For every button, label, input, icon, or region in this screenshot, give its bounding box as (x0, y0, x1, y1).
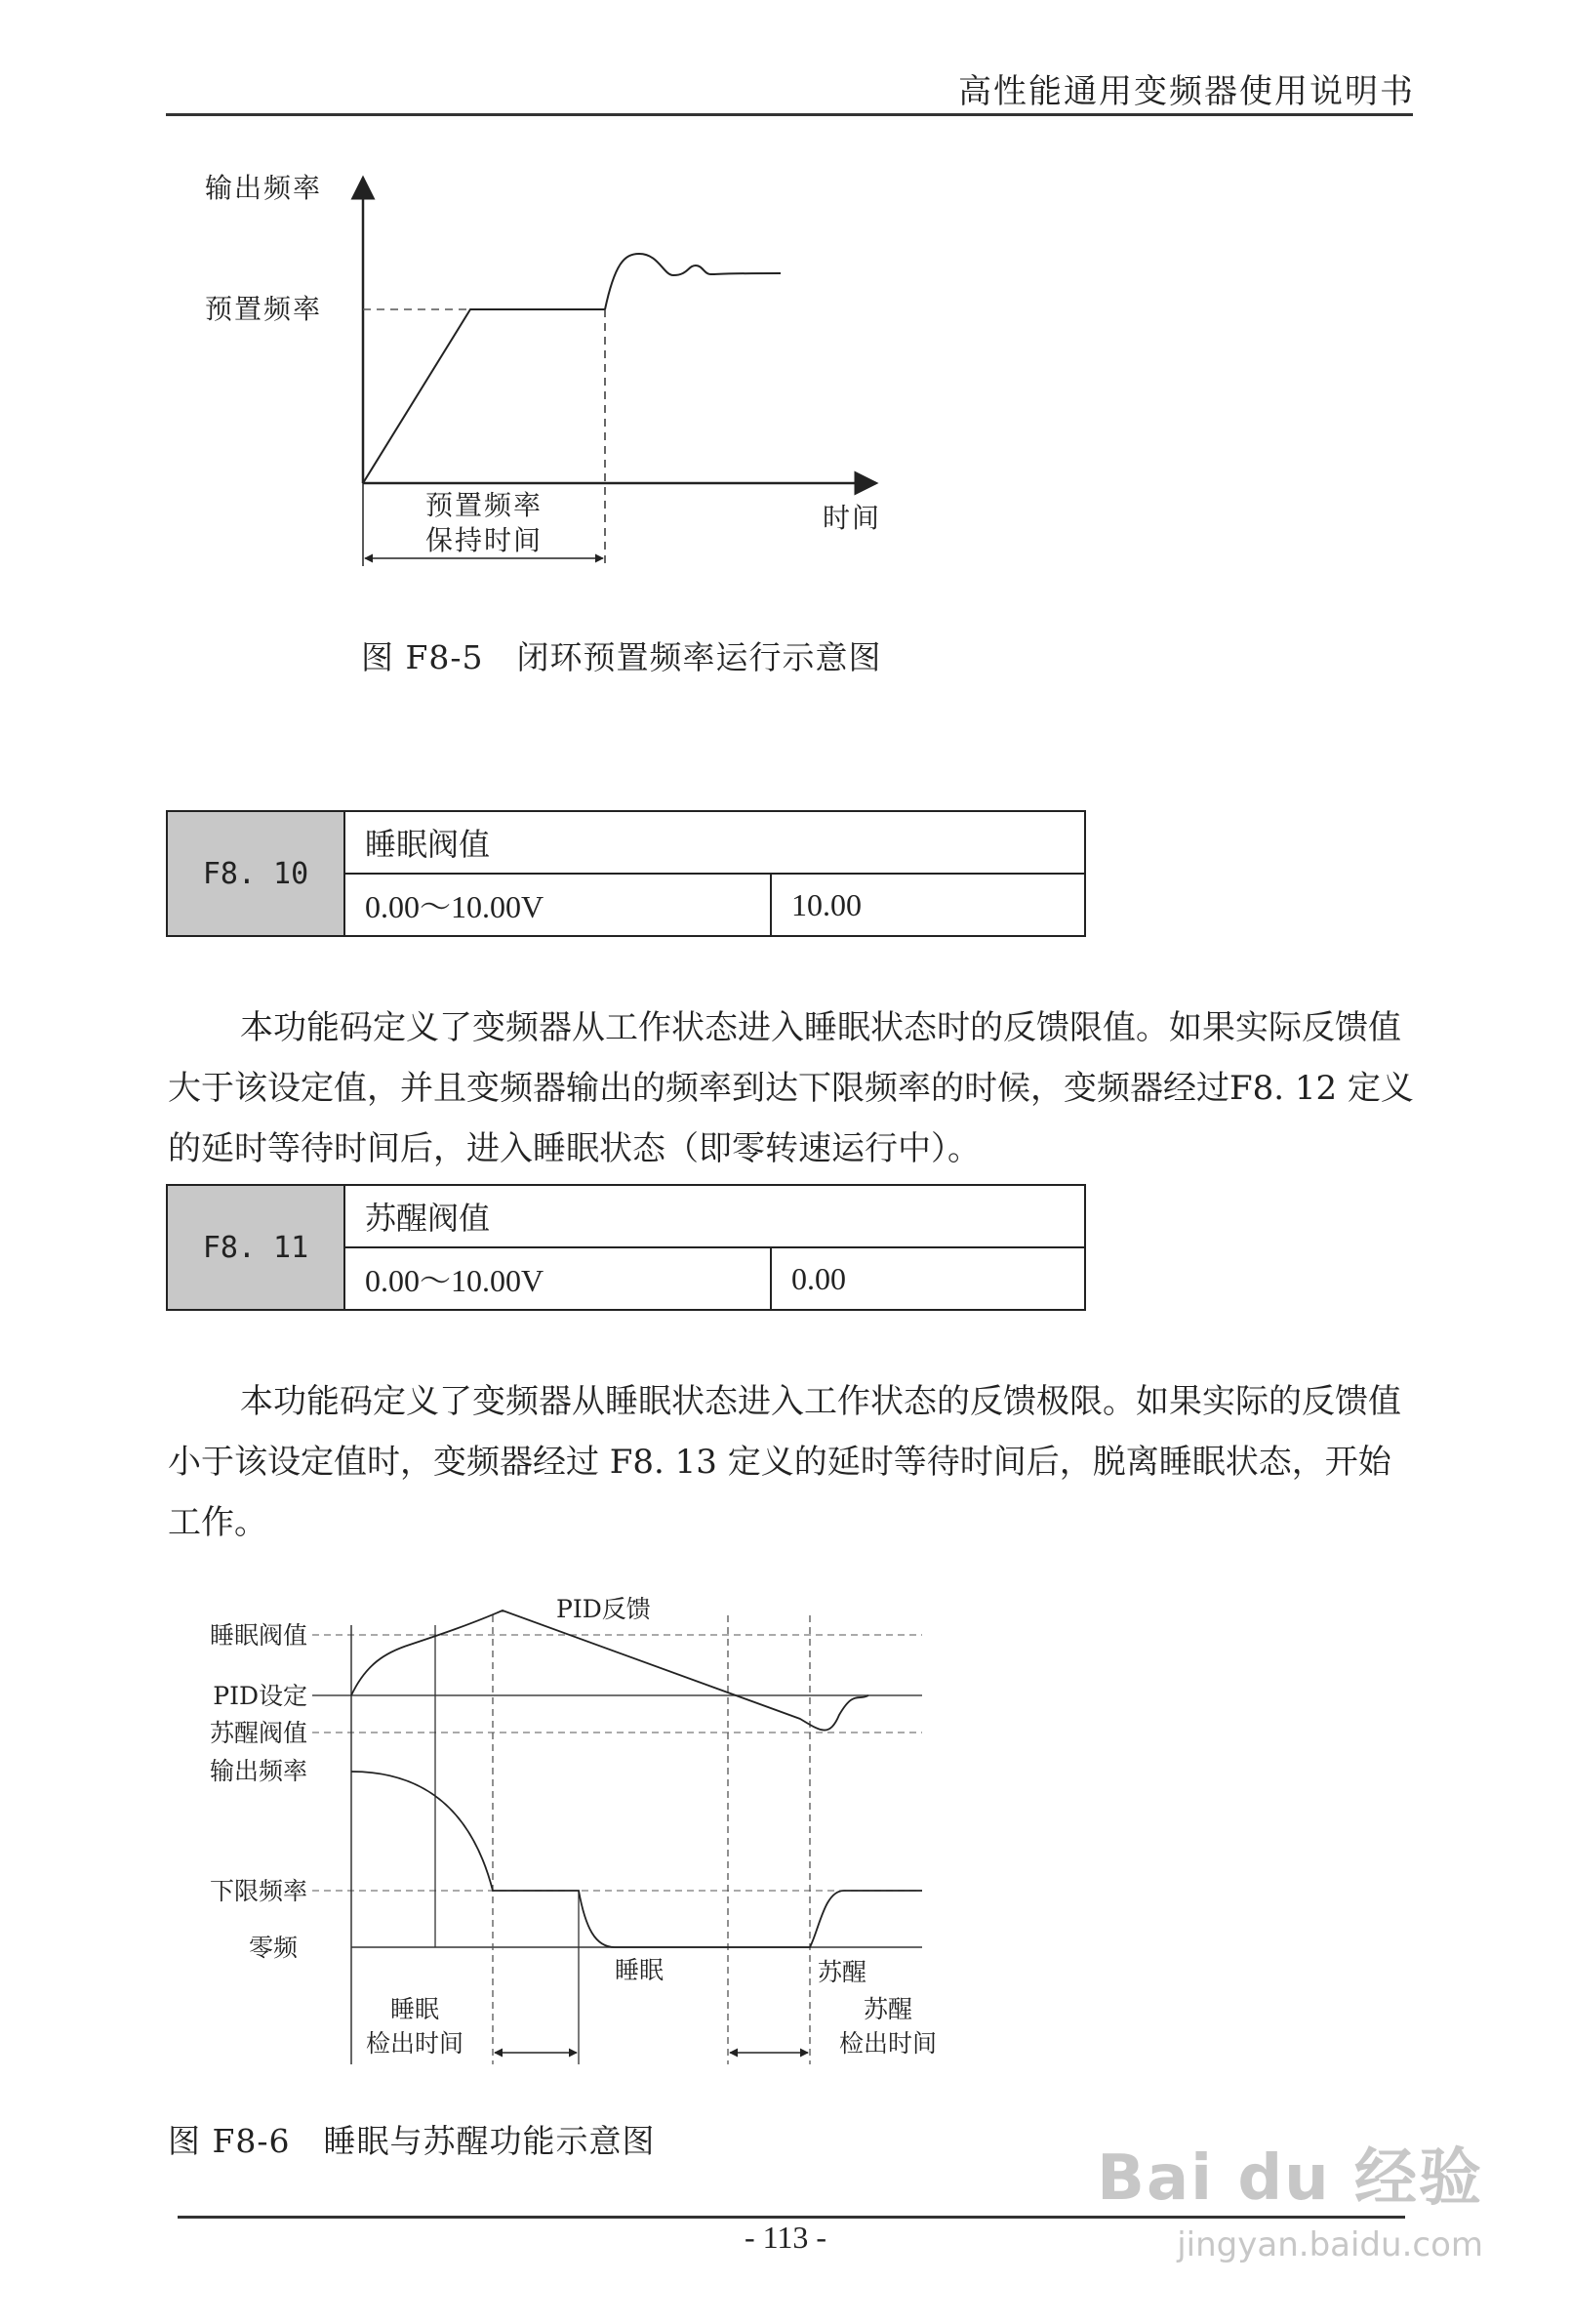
figure-sleep-wake-diagram (185, 1576, 986, 2084)
label-wake-detect-line2: 检出时间 (838, 2029, 938, 2058)
label-wake-detect-line1: 苏醒 (863, 1995, 913, 2023)
param-table-f8-10 (166, 810, 1086, 937)
y-axis-label: 输出频率 (205, 172, 323, 204)
frequency-overshoot (605, 254, 781, 309)
param-name: 苏醒阀值 (344, 1185, 1085, 1247)
label-output-frequency: 输出频率 (209, 1757, 307, 1785)
figure1-caption: 图 F8-5 闭环预置频率运行示意图 (361, 638, 882, 676)
label-pid-feedback: PID反馈 (556, 1595, 651, 1623)
hold-label-line2: 保持时间 (424, 524, 544, 556)
param-default: 0.00 (771, 1247, 1085, 1310)
figure-preset-frequency-diagram (156, 156, 937, 595)
header-divider (166, 113, 1413, 116)
frequency-curve (363, 309, 605, 483)
watermark-url: jingyan.baidu.com (1177, 2225, 1483, 2264)
paragraph-wake-threshold: 本功能码定义了变频器从睡眠状态进入工作状态的反馈极限。如果实际的反馈值小于该设定值时，变频器经过 F8. 13 定义的延时等待时间后，脱离睡眠状态，开始工作。 (168, 1382, 1401, 1542)
label-zero-frequency: 零频 (248, 1934, 298, 1962)
output-frequency-curve (351, 1772, 922, 1947)
param-table-f8-11 (166, 1184, 1086, 1311)
param-code: F8. 10 (167, 811, 344, 936)
preset-frequency-label: 预置频率 (205, 293, 323, 325)
page-number: - 113 - (744, 2220, 827, 2255)
param-code: F8. 11 (167, 1185, 344, 1310)
header-title: 高性能通用变频器使用说明书 (958, 72, 1415, 111)
watermark-brand: Bai du 经验 (1097, 2142, 1483, 2215)
param-range: 0.00～10.00V (344, 1247, 771, 1310)
label-pid-setpoint: PID设定 (213, 1682, 307, 1710)
hold-label-line1: 预置频率 (424, 489, 544, 521)
param-default: 10.00 (771, 874, 1085, 936)
label-lower-limit: 下限频率 (209, 1877, 307, 1905)
x-axis-label: 时间 (823, 502, 882, 534)
label-wake: 苏醒 (818, 1958, 867, 1986)
pid-feedback-curve (351, 1610, 868, 1731)
label-sleep: 睡眠 (615, 1956, 665, 1984)
param-name: 睡眠阀值 (344, 811, 1085, 874)
param-range: 0.00～10.00V (344, 874, 771, 936)
label-wake-threshold: 苏醒阀值 (209, 1719, 307, 1747)
label-sleep-detect-line2: 检出时间 (365, 2029, 464, 2058)
label-sleep-threshold: 睡眠阀值 (209, 1621, 307, 1650)
label-sleep-detect-line1: 睡眠 (389, 1995, 440, 2023)
paragraph-sleep-threshold: 本功能码定义了变频器从工作状态进入睡眠状态时的反馈限值。如果实际反馈值大于该设定值，并且变频器输出的频率到达下限频率的时候，变频器经过F8. 12 定义的延时等待时间后，进入睡眠状态（即零转速运行中）。 (168, 1008, 1414, 1168)
figure2-caption: 图 F8-6 睡眠与苏醒功能示意图 (168, 2122, 656, 2160)
